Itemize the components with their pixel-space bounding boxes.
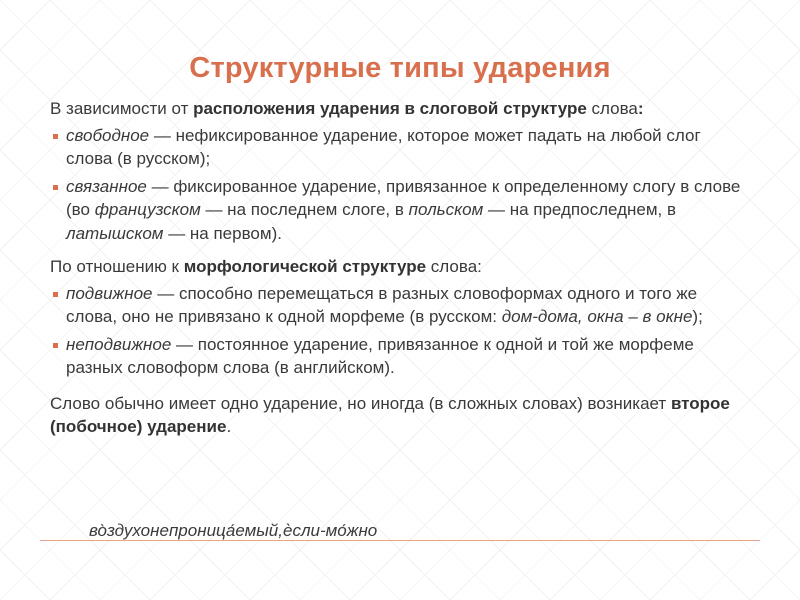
list-item: неподвижное — постоянное ударение, привязанное к одной и той же морфеме разных словоформ слова (в английском). [50, 333, 750, 380]
slide-content [50, 97, 750, 439]
slide-title: Структурные типы ударения [189, 52, 611, 84]
list-item: свободное — нефиксированное ударение, которое может падать на любой слог слова (в русском); [50, 124, 750, 171]
section-2-intro-bold: морфологической структуре [183, 257, 427, 276]
term-fixed: неподвижное [66, 334, 172, 354]
section-1-list [50, 124, 750, 246]
section-2-list [50, 282, 750, 380]
section-3-text: Слово обычно имеет одно ударение, но иногда (в сложных словах) возникает второе (побочное) ударение. [50, 393, 730, 436]
term-bound: связанное [66, 176, 147, 196]
list-item: подвижное — способно перемещаться в разных словоформах одного и того же слова, оно не привязано к одной морфеме (в русском: дом-дома, окна – в окне); [50, 282, 750, 329]
footer-divider [40, 540, 760, 541]
term-free: свободное [66, 125, 150, 145]
section-1-intro: В зависимости от расположения ударения в слоговой структуре слова: [50, 99, 644, 118]
secondary-stress-bold: второе (побочное) ударение [50, 393, 730, 436]
term-mobile: подвижное [66, 283, 153, 303]
list-item: связанное — фиксированное ударение, привязанное к определенному слогу в слове (во французском — на последнем слоге, в польском — на предпоследнем, в латышском — на первом). [50, 175, 750, 246]
section-2-intro: По отношению к морфологической структуре слова: [50, 257, 482, 276]
example-words: во̀здухонепроница́емый,ѐсли-мо́жно [89, 521, 378, 540]
section-1-intro-bold: расположения ударения в слоговой структуре [193, 99, 587, 118]
